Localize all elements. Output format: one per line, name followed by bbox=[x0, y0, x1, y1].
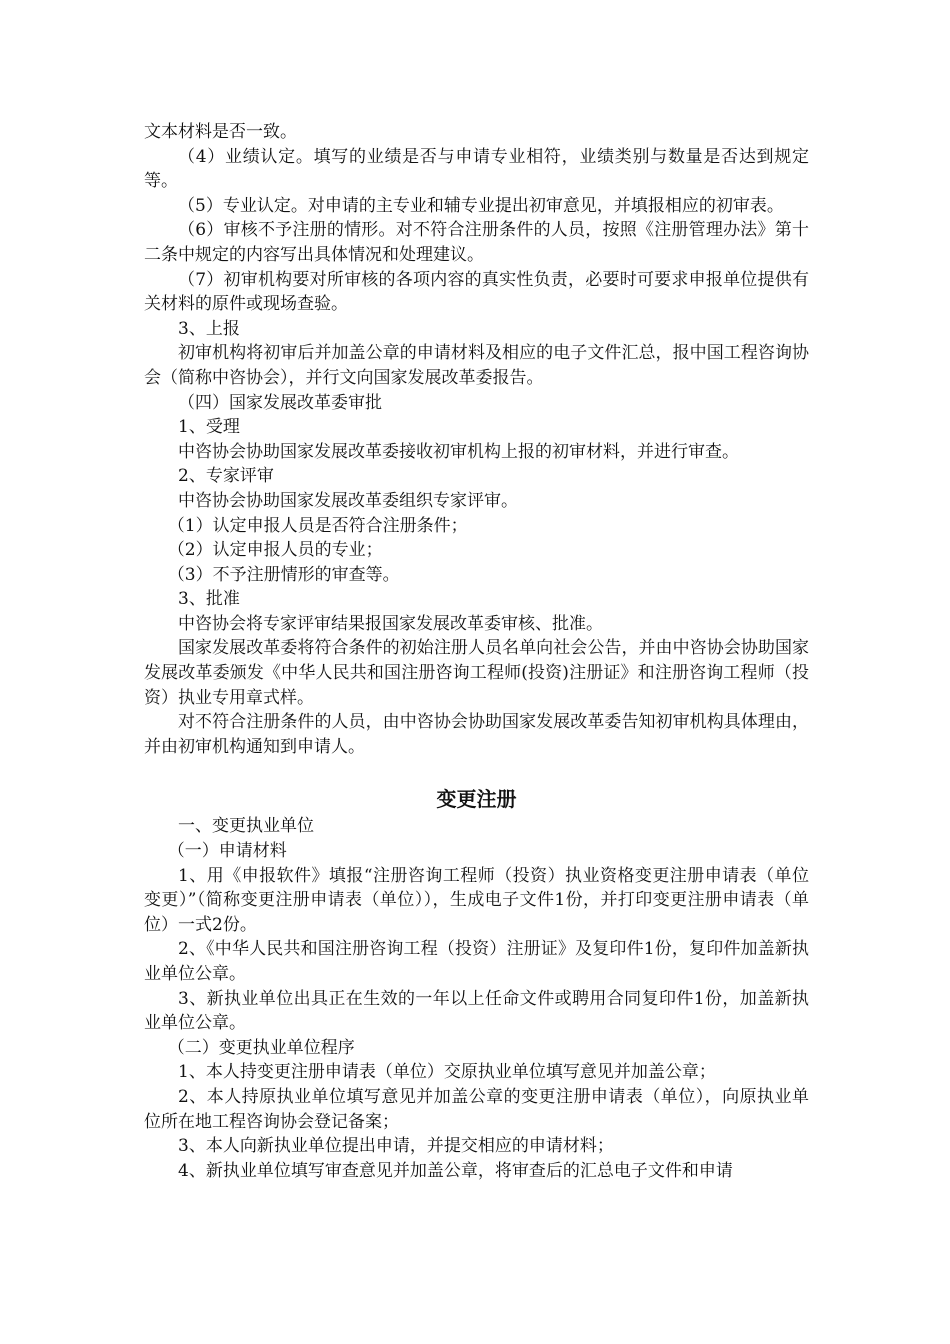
paragraph: 1、本人持变更注册申请表（单位）交原执业单位填写意见并加盖公章； bbox=[178, 1062, 716, 1083]
subheading: 3、上报 bbox=[178, 318, 240, 339]
paragraph: 3、新执业单位出具正在生效的一年以上任命文件或聘用合同复印件1份，加盖新执业单位公章。 bbox=[144, 988, 809, 1034]
paragraph: 中咨协会协助国家发展改革委组织专家评审。 bbox=[178, 490, 518, 511]
paragraph: 1、用《申报软件》填报“注册咨询工程师（投资）执业资格变更注册申请表（单位变更）”（简称变更注册申请表（单位）），生成电子文件1份，并打印变更注册申请表（单位）一式2份。 bbox=[144, 865, 809, 935]
list-item: （1）认定申报人员是否符合注册条件； bbox=[167, 515, 468, 536]
paragraph: 中咨协会将专家评审结果报国家发展改革委审核、批准。 bbox=[178, 613, 603, 634]
paragraph: （4）业绩认定。填写的业绩是否与申请专业相符，业绩类别与数量是否达到规定等。 bbox=[144, 146, 809, 192]
subheading: 1、受理 bbox=[178, 417, 240, 438]
paragraph: 中咨协会协助国家发展改革委接收初审机构上报的初审材料，并进行审查。 bbox=[178, 441, 739, 462]
section-title: 变更注册 bbox=[436, 787, 517, 812]
paragraph: （6）审核不予注册的情形。对不符合注册条件的人员，按照《注册管理办法》第十二条中规定的内容写出具体情况和处理建议。 bbox=[144, 220, 809, 265]
subheading: 2、专家评审 bbox=[178, 466, 274, 487]
paragraph: 国家发展改革委将符合条件的初始注册人员名单向社会公告，并由中咨协会协助国家发展改革委颁发《中华人民共和国注册咨询工程师(投资)注册证》和注册咨询工程师（投资）执业专用章式样。 bbox=[144, 638, 809, 708]
subheading: （一）申请材料 bbox=[167, 841, 287, 862]
subheading: （四）国家发展改革委审批 bbox=[178, 392, 382, 413]
subheading: （二）变更执业单位程序 bbox=[167, 1037, 355, 1058]
paragraph: （5）专业认定。对申请的主专业和辅专业提出初审意见，并填报相应的初审表。 bbox=[178, 195, 784, 216]
paragraph: 文本材料是否一致。 bbox=[144, 122, 297, 142]
section-spacer bbox=[144, 759, 809, 784]
subheading: 一、变更执业单位 bbox=[178, 816, 314, 837]
paragraph: （7）初审机构要对所审核的各项内容的真实性负责，必要时可要求申报单位提供有关材料的原件或现场查验。 bbox=[144, 269, 809, 315]
list-item: （3）不予注册情形的审查等。 bbox=[167, 564, 400, 585]
list-item: （2）认定申报人员的专业； bbox=[167, 540, 383, 561]
paragraph: 对不符合注册条件的人员，由中咨协会协助国家发展改革委告知初审机构具体理由，并由初审机构通知到申请人。 bbox=[144, 712, 809, 757]
document-body bbox=[144, 120, 809, 1183]
paragraph: 初审机构将初审后并加盖公章的申请材料及相应的电子文件汇总，报中国工程咨询协会（简称中咨协会），并行文向国家发展改革委报告。 bbox=[144, 343, 809, 388]
paragraph: 3、本人向新执业单位提出申请，并提交相应的申请材料； bbox=[178, 1136, 614, 1157]
subheading: 3、批准 bbox=[178, 589, 240, 610]
paragraph: 2、本人持原执业单位填写意见并加盖公章的变更注册申请表（单位），向原执业单位所在地工程咨询协会登记备案； bbox=[144, 1086, 809, 1132]
paragraph: 4、新执业单位填写审查意见并加盖公章，将审查后的汇总电子文件和申请 bbox=[178, 1160, 733, 1181]
paragraph: 2、《中华人民共和国注册咨询工程（投资）注册证》及复印件1份，复印件加盖新执业单位公章。 bbox=[144, 939, 809, 984]
